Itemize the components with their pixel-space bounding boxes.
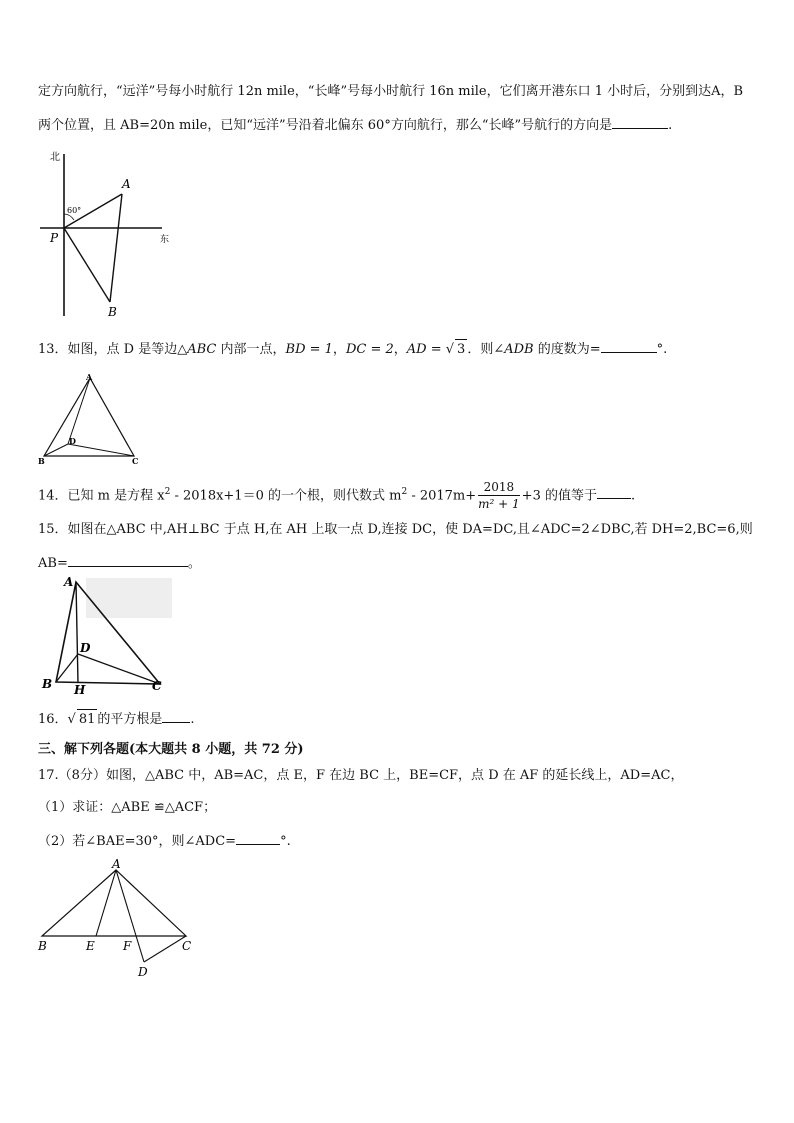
figure-q17-triangle — [34, 856, 204, 980]
label-c: C — [152, 679, 162, 693]
q12-line-1: 定方向航行，“远洋”号每小时航行 12n mile，“长峰”号每小时航行 16n mile，它们离开港东口 1 小时后，分别到达A，B — [38, 84, 744, 99]
q17-answer-blank[interactable] — [236, 830, 280, 845]
q14-fraction-numerator: 2018 — [478, 479, 520, 496]
segment-pb — [64, 228, 110, 302]
q14-fraction-denominator: m² + 1 — [478, 497, 520, 512]
label-e: E — [86, 939, 95, 953]
q17-part-2-text: （2）若∠BAE=30°，则∠ADC= — [38, 834, 237, 849]
label-north: 北 — [50, 152, 60, 163]
figure-q15-triangle — [36, 572, 176, 696]
triangle-abc — [42, 870, 186, 936]
label-c: C — [132, 456, 139, 466]
segment-ab — [110, 194, 122, 302]
q14-sup-2: 2 — [401, 487, 408, 497]
label-angle-60: 60° — [67, 206, 82, 215]
q16-answer-blank[interactable] — [162, 708, 190, 723]
q13-angle: ∠ADB — [493, 342, 534, 357]
q12-line-2-text: 两个位置，且 AB=20n mile，已知“远洋”号沿着北偏东 60°方向航行，那么“长峰”号航行的方向是 — [38, 118, 613, 133]
q15-line-1: 15．如图在△ABC 中,AH⊥BC 于点 H,在 AH 上取一点 D,连接 DC，使 DA=DC,且∠ADC=2∠DBC,若 DH=2,BC=6,则 — [38, 522, 753, 537]
q16-text: 的平方根是 — [97, 712, 163, 727]
q14-part-c: - 2017m+ — [407, 488, 477, 504]
label-b: B — [42, 677, 53, 691]
q17-line-2: （1）求证：△ABE ≌△ACF； — [38, 800, 217, 815]
label-b: B — [108, 305, 117, 319]
label-a: A — [64, 575, 74, 589]
label-a: A — [112, 857, 121, 871]
figure-q12-direction-diagram — [36, 146, 186, 320]
q17-line-3 — [38, 830, 291, 852]
label-d: D — [80, 641, 91, 655]
label-f: F — [123, 939, 132, 953]
triangle-abc — [44, 378, 134, 456]
segment-dc — [144, 936, 186, 962]
label-b: B — [38, 456, 45, 466]
q16-line: 16．√ 81 的平方根是 . — [38, 708, 195, 730]
q15-ab: AB= — [38, 556, 68, 571]
q13-prefix: 13．如图，点 D 是等边 — [38, 342, 178, 357]
segment-dc — [68, 444, 134, 456]
q14-fraction — [478, 479, 520, 512]
q15-line-2 — [38, 552, 201, 574]
q13-bd: BD = 1 — [285, 342, 333, 357]
q16-end: . — [190, 712, 195, 727]
q16-sqrt-81: 81 — [77, 709, 98, 730]
label-b: B — [38, 939, 47, 953]
label-east: 东 — [160, 235, 170, 245]
faded-scan-background — [86, 578, 172, 618]
q13-triangle: △ABC — [177, 342, 217, 357]
q14-part-a: 14．已知 m 是方程 x — [38, 488, 165, 504]
q17-line-1: 17.（8分）如图，△ABC 中，AB=AC，点 E，F 在边 BC 上，BE=CF，点 D 在 AF 的延长线上，AD=AC， — [38, 768, 684, 783]
q13-mid: 内部一点， — [216, 342, 286, 357]
q13-dc: DC = 2 — [345, 342, 394, 357]
q13-end: °. — [656, 342, 668, 357]
q13-line: 13．如图，点 D 是等边△ABC 内部一点，BD = 1，DC = 2，AD = √ 3 ．则∠ADB 的度数为= °. — [38, 338, 667, 360]
label-a: A — [86, 372, 93, 382]
q14-line — [38, 476, 635, 512]
label-c: C — [182, 939, 192, 953]
label-a: A — [122, 177, 131, 191]
q12-answer-blank[interactable] — [612, 114, 668, 129]
label-p: P — [50, 231, 59, 245]
figure-q13-triangle — [36, 370, 146, 466]
q14-answer-blank[interactable] — [597, 484, 631, 499]
q14-part-b: - 2018x+1＝0 的一个根，则代数式 m — [170, 488, 402, 504]
q13-sep2: ， — [393, 342, 407, 357]
q13-rest: ．则 — [467, 342, 494, 357]
q14-end: . — [630, 488, 636, 504]
label-d: D — [138, 965, 148, 979]
label-h: H — [74, 683, 86, 696]
q13-answer-blank[interactable] — [601, 338, 657, 353]
label-d: D — [69, 436, 76, 446]
q15-end: 。 — [187, 556, 201, 571]
q13-ad: AD = — [406, 342, 442, 357]
altitude-ah — [76, 582, 78, 683]
q15-answer-blank[interactable] — [68, 552, 188, 567]
q14-part-d: +3 的值等于 — [521, 488, 597, 504]
segment-da — [68, 378, 90, 444]
section-3-heading: 三、解下列各题(本大题共 8 小题，共 72 分) — [38, 742, 304, 757]
q14-sup-1: 2 — [164, 487, 171, 497]
segment-ae — [96, 870, 116, 936]
q12-line-2 — [38, 114, 672, 136]
q12-line-2-end: . — [668, 118, 673, 133]
q13-sep1: ， — [332, 342, 346, 357]
q16-prefix: 16． — [38, 712, 68, 727]
q13-rest2: 的度数为= — [533, 342, 601, 357]
q17-end: °. — [280, 834, 291, 849]
q13-sqrt-3: 3 — [455, 339, 467, 360]
